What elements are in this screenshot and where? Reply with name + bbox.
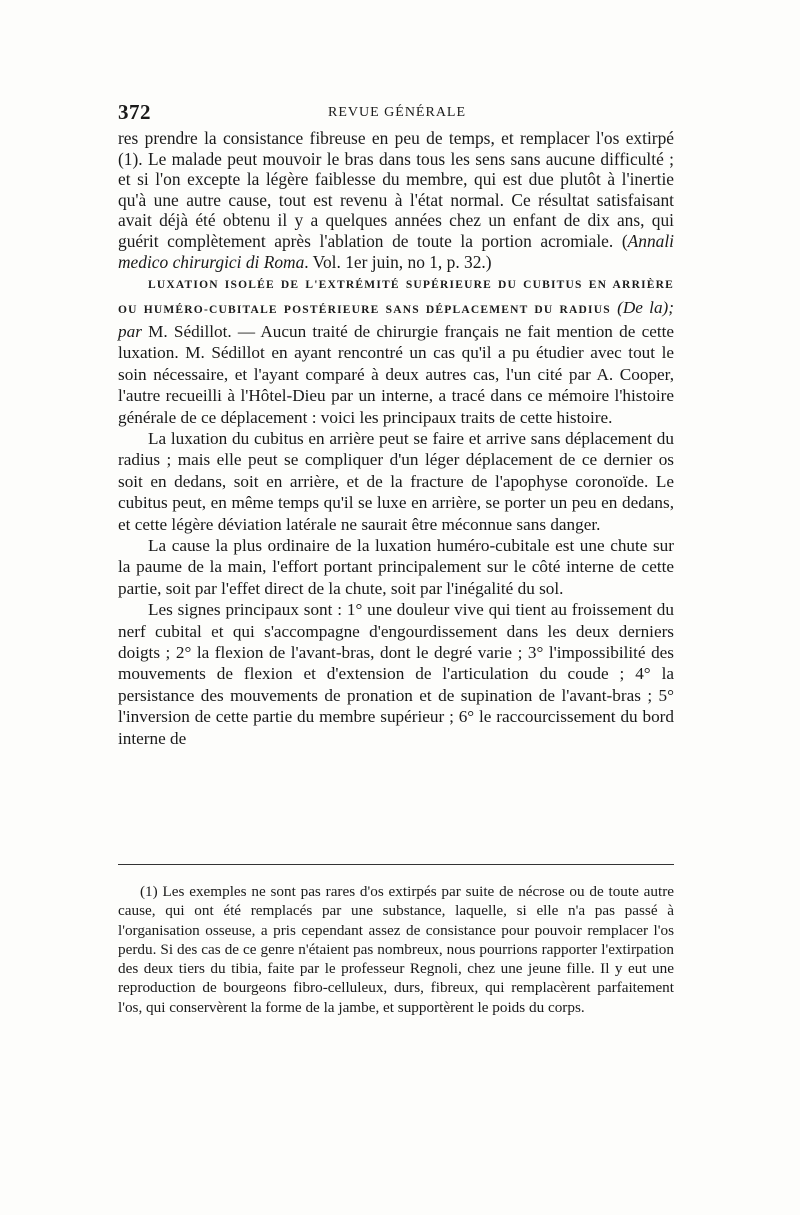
paragraph-luxation-variants: La luxation du cubitus en arrière peut se faire et arrive sans déplacement du radius ; mais elle peut se compliquer d'un léger déplacement de ce dernier os soit en dedans, soit en arrière, et de la fracture de l'apophyse coronoïde. Le cubitus peut, en même temps qu'il se luxe en arrière, se porter un peu en dedans, et cette légère déviation latérale ne saurait être méconnue sans danger.: [118, 429, 674, 534]
page-header: [118, 100, 674, 124]
footnote-1: (1) Les exemples ne sont pas rares d'os extirpés par suite de nécrose ou de toute autre cause, qui ont été remplacés par une substance, laquelle, si elle n'a pas passé à l'organisation osseuse, a pris cependant assez de consistance pour pouvoir remplacer l'os perdu. Si des cas de ce genre n'étaient pas nombreux, nous pourrions rapporter l'extirpation des deux tiers du tibia, faite par le professeur Regnoli, chez une jeune fille. Il y eut une reproduction de bourgeons fibro-celluleux, durs, fibreux, qui remplacèrent parfaitement l'os, qui conservèrent la forme de la jambe, et supportèrent le poids du corps.: [118, 883, 674, 1016]
main-text: [118, 128, 674, 749]
section-paragraph: [118, 272, 674, 428]
page-number: 372: [118, 100, 151, 124]
paragraph-signs: Les signes principaux sont : 1° une douleur vive qui tient au froissement du nerf cubital et qui s'accompagne d'engourdissement dans les deux derniers doigts ; 2° la flexion de l'avant-bras, dont le degré varie ; 3° l'impossibilité des mouvements de flexion et d'extension de l'articulation du coude ; 4° la persistance des mouvements de pronation et de supination de l'avant-bras ; 5° l'inversion de cette partie du membre supérieur ; 6° le raccourcissement du bord interne de: [118, 600, 674, 748]
citation-details: . Vol. 1er juin, no 1, p. 32.): [304, 251, 492, 272]
section-title: LUXATION ISOLÉE DE L'EXTRÉMITÉ SUPÉRIEURE DU CUBITUS EN ARRIÈRE OU HUMÉRO-CUBITALE POSTÉRIEURE SANS DÉPLACEMENT DU RADIUS: [118, 279, 674, 316]
running-head: REVUE GÉNÉRALE: [328, 105, 467, 120]
journal-citation: Annali medico chirurgici di Roma: [118, 230, 674, 272]
paragraph-continuation: [118, 128, 674, 272]
footnote-divider: [118, 864, 674, 865]
section-author-label: (De la); par: [118, 297, 674, 341]
section-text: M. Sédillot. — Aucun traité de chirurgie français ne fait mention de cette luxation. M. Sédillot en ayant rencontré un cas qu'il a pu étudier avec tout le soin nécessaire, et l'ayant comparé à deux autres cas, l'un cité par A. Cooper, l'autre recueilli à l'Hôtel-Dieu par un interne, a tracé dans ce mémoire l'histoire générale de ce déplacement : voici les principaux traits de cette histoire.: [118, 321, 674, 427]
footnotes: [118, 882, 674, 1017]
paragraph-cause: La cause la plus ordinaire de la luxation huméro-cubitale est une chute sur la paume de la main, l'effort portant principalement sur le côté interne de cette partie, soit par l'effet direct de la chute, soit par l'inégalité du sol.: [118, 536, 674, 598]
paragraph-text: res prendre la consistance fibreuse en peu de temps, et remplacer l'os extirpé (1). Le malade peut mouvoir le bras dans tous les sens sans aucune difficulté ; et si l'on excepte la légère faiblesse du membre, qui est due plutôt à l'inertie qu'à une autre cause, tout est revenu à l'état normal. Ce résultat satisfaisant avait déjà été obtenu il y a quelques années chez un enfant de dix ans, qui guérit complètement après l'ablation de toute la portion acromiale. (: [118, 128, 674, 251]
